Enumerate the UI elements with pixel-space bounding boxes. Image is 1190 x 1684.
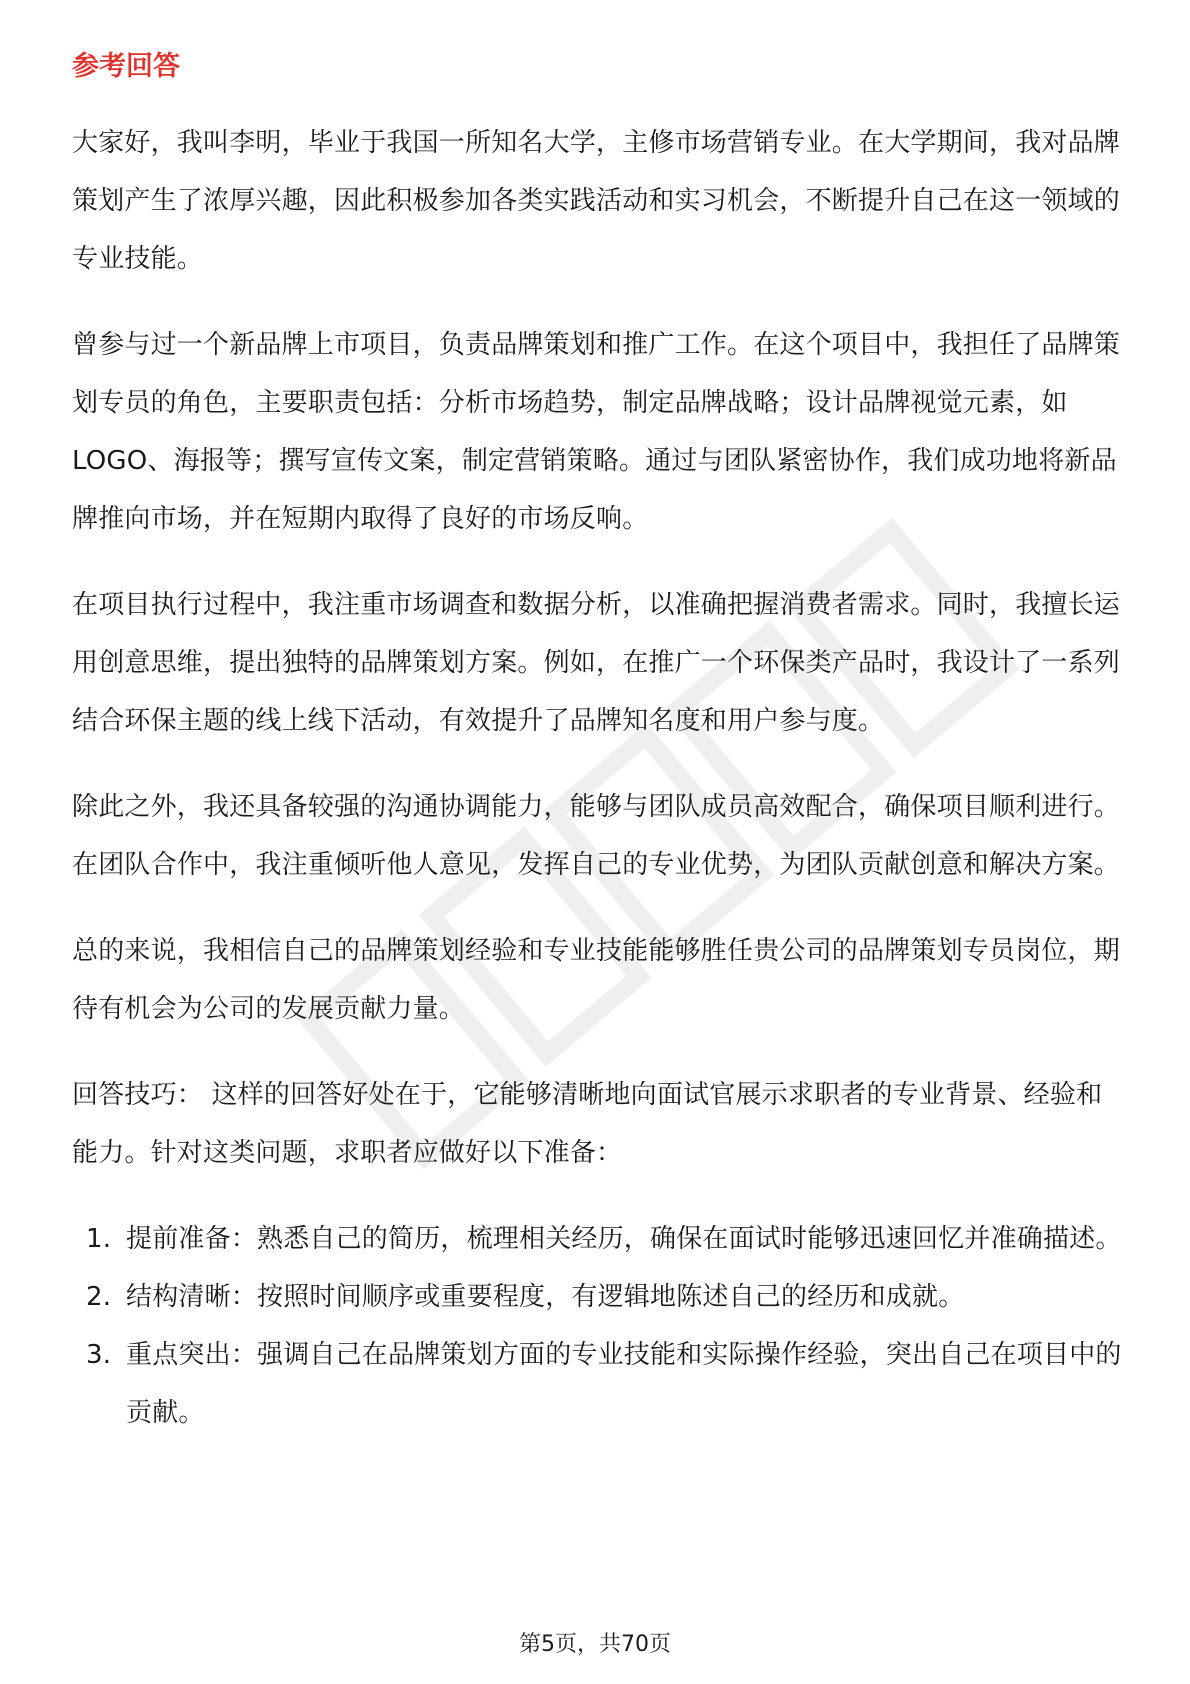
tips-paragraph: 回答技巧： 这样的回答好处在于，它能够清晰地向面试官展示求职者的专业背景、经验和能力。针对这类问题，求职者应做好以下准备： xyxy=(72,1080,1103,1168)
section-heading: 参考回答 xyxy=(72,51,180,82)
paragraph: 总的来说，我相信自己的品牌策划经验和专业技能能够胜任贵公司的品牌策划专员岗位，期待有机会为公司的发展贡献力量。 xyxy=(72,936,1121,1024)
list-item xyxy=(72,1210,1122,1268)
list-item-text: 提前准备：熟悉自己的简历，梳理相关经历，确保在面试时能够迅速回忆并准确描述。 xyxy=(126,1224,1122,1254)
paragraph: 在项目执行过程中，我注重市场调查和数据分析，以准确把握消费者需求。同时，我擅长运用创意思维，提出独特的品牌策划方案。例如，在推广一个环保类产品时，我设计了一系列结合环保主题的线上线下活动，有效提升了品牌知名度和用户参与度。 xyxy=(72,590,1121,736)
document-page xyxy=(72,48,1122,1442)
list-item-text: 重点突出：强调自己在品牌策划方面的专业技能和实际操作经验，突出自己在项目中的贡献。 xyxy=(126,1340,1122,1428)
list-item xyxy=(72,1268,1122,1326)
list-item xyxy=(72,1326,1122,1442)
paragraph: 大家好，我叫李明，毕业于我国一所知名大学，主修市场营销专业。在大学期间，我对品牌策划产生了浓厚兴趣，因此积极参加各类实践活动和实习机会，不断提升自己在这一领域的专业技能。 xyxy=(72,128,1121,274)
paragraph: 曾参与过一个新品牌上市项目，负责品牌策划和推广工作。在这个项目中，我担任了品牌策划专员的角色，主要职责包括：分析市场趋势，制定品牌战略；设计品牌视觉元素，如LOGO、海报等；撰写宣传文案，制定营销策略。通过与团队紧密协作，我们成功地将新品牌推向市场，并在短期内取得了良好的市场反响。 xyxy=(72,330,1121,534)
list-number: 3. xyxy=(86,1340,112,1370)
tips-list xyxy=(72,1210,1122,1442)
list-number: 2. xyxy=(86,1282,112,1312)
list-item-text: 结构清晰：按照时间顺序或重要程度，有逻辑地陈述自己的经历和成就。 xyxy=(126,1282,965,1312)
list-number: 1. xyxy=(86,1224,112,1254)
page-footer: 第5页，共70页 xyxy=(519,1632,671,1657)
paragraph: 除此之外，我还具备较强的沟通协调能力，能够与团队成员高效配合，确保项目顺利进行。在团队合作中，我注重倾听他人意见，发挥自己的专业优势，为团队贡献创意和解决方案。 xyxy=(72,792,1121,880)
